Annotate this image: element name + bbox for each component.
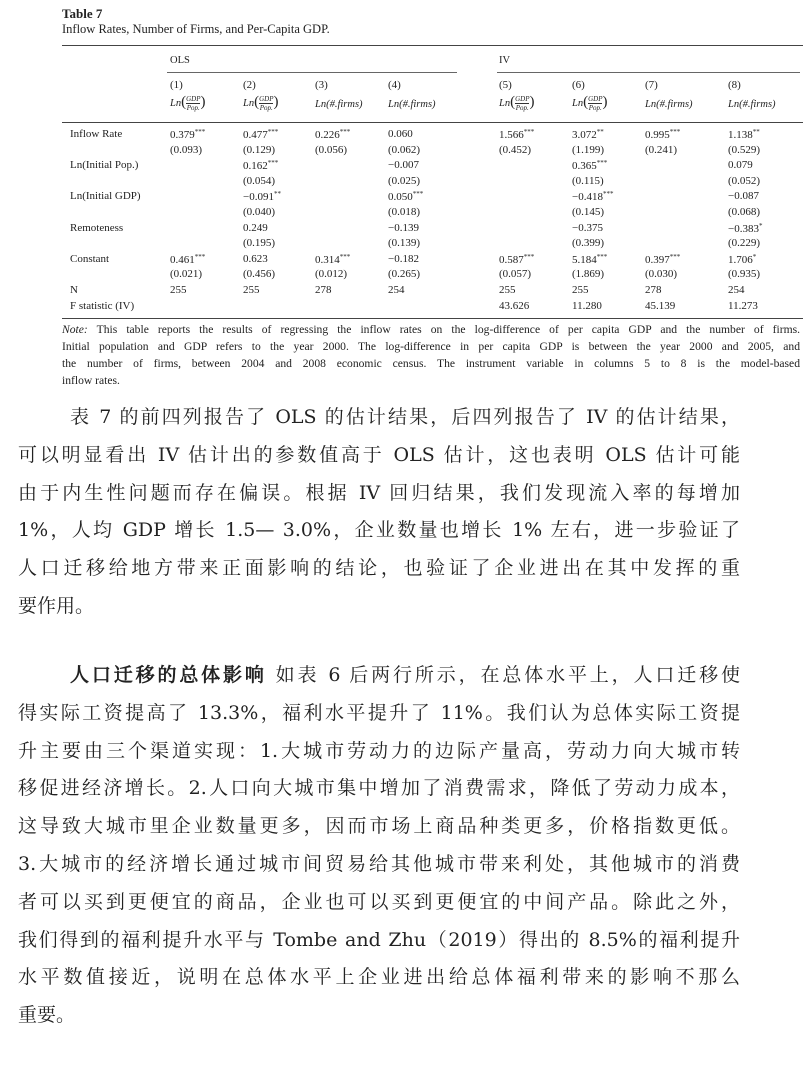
significance-stars: **: [752, 128, 760, 136]
dependent-variable: Ln( GDP Pop. ): [572, 94, 608, 113]
group-ols: OLS: [170, 55, 190, 66]
column-number: (6): [572, 79, 585, 91]
table-cell: (0.115): [572, 174, 604, 187]
text-line: 表 7 的前四列报告了 OLS 的估计结果，后四列报告了 IV 的估计结果，: [70, 406, 740, 428]
significance-stars: ***: [523, 252, 535, 261]
column-number: (8): [728, 79, 741, 91]
table-cell: 255: [572, 284, 589, 296]
significance-stars: *: [752, 252, 757, 261]
table-cell: (0.052): [728, 174, 761, 187]
note-line: the number of firms, between 2004 and 2008 economic census. The instrument variable in columns 5 to 8 is the model-based: [62, 357, 800, 370]
table-cell: 0.461***: [170, 252, 206, 266]
text-line: 人口迁移给地方带来正面影响的结论，也验证了企业进出在其中发挥的重: [18, 557, 740, 580]
table-cell: (0.456): [243, 268, 276, 281]
iv-subrule: [497, 72, 800, 73]
table-cell: 0.623: [243, 252, 268, 265]
text-line: 水平数值接近，说明在总体水平上企业进出给总体福利带来的影响不那么: [18, 966, 740, 989]
table-cell: (0.529): [728, 143, 761, 156]
note-line: Initial population and GDP refers to the year 2000. The log-difference in per capita GDP is between the year 2000 and 2005, and: [62, 340, 800, 353]
table-title: Inflow Rates, Number of Firms, and Per-Capita GDP.: [62, 22, 330, 36]
header-rule: [62, 122, 803, 123]
significance-stars: ***: [669, 128, 681, 136]
text-line: 人口迁移的总体影响 如表 6 后两行所示，在总体水平上，人口迁移使: [70, 664, 740, 686]
table-cell: 43.626: [499, 299, 530, 312]
row-label: Remoteness: [70, 221, 124, 234]
table-cell: (0.229): [728, 237, 761, 250]
text-line: 3.大城市的经济增长通过城市间贸易给其他城市带来利处，其他城市的消费: [18, 853, 740, 875]
table-cell: 254: [728, 284, 745, 296]
table-cell: 0.587***: [499, 252, 535, 266]
table-cell: 3.072**: [572, 128, 604, 141]
table-cell: (0.030): [645, 268, 678, 281]
table-cell: −0.091**: [243, 190, 281, 204]
dependent-variable: Ln(#.firms): [388, 99, 436, 110]
dependent-variable: Ln(#.firms): [315, 99, 363, 110]
table-cell: (0.241): [645, 143, 678, 156]
significance-stars: ***: [669, 252, 681, 261]
table-cell: 1.706*: [728, 252, 757, 266]
dependent-variable: Ln(#.firms): [645, 99, 693, 110]
table-cell: −0.182: [388, 252, 419, 265]
significance-stars: ***: [412, 190, 424, 199]
table-cell: (0.025): [388, 174, 421, 187]
table-cell: (0.452): [499, 143, 532, 156]
table-cell: −0.007: [388, 159, 419, 172]
table-cell: (0.129): [243, 143, 276, 156]
text-line: 由于内生性问题而存在偏误。根据 IV 回归结果，我们发现流入率的每增加: [18, 481, 740, 504]
note-line: inflow rates.: [62, 374, 120, 387]
table-cell: 0.379***: [170, 128, 206, 141]
table-cell: 0.995***: [645, 128, 681, 141]
table-cell: (0.935): [728, 268, 761, 281]
ols-subrule: [167, 72, 457, 73]
dependent-variable: Ln( GDP Pop. ): [243, 94, 279, 113]
table-cell: 11.273: [728, 299, 758, 312]
significance-stars: **: [273, 190, 281, 199]
row-label: F statistic (IV): [70, 299, 135, 312]
table-cell: (0.195): [243, 237, 276, 250]
table-cell: 1.138**: [728, 128, 760, 141]
text-line: 可以明显看出 IV 估计出的参数值高于 OLS 估计，这也表明 OLS 估计可能: [18, 443, 740, 466]
significance-stars: ***: [339, 252, 351, 261]
table-cell: (0.145): [572, 206, 605, 218]
table-cell: (0.399): [572, 237, 605, 250]
significance-stars: ***: [596, 252, 608, 261]
dependent-variable: Ln( GDP Pop. ): [170, 94, 206, 113]
table-cell: −0.375: [572, 221, 603, 234]
text-line: 者可以买到更便宜的商品，企业也可以买到更便宜的中间产品。除此之外，: [18, 890, 740, 913]
significance-stars: ***: [267, 159, 279, 168]
row-label: Ln(Initial Pop.): [70, 159, 139, 172]
note-line: [62, 321, 800, 338]
table-note: [62, 321, 800, 389]
row-label: N: [70, 284, 78, 296]
significance-stars: *: [758, 221, 763, 230]
text-line: 1%，人均 GDP 增长 1.5— 3.0%，企业数量也增长 1% 左右，进一步验证了: [18, 519, 740, 542]
table-cell: 278: [645, 284, 662, 296]
column-number: (1): [170, 79, 183, 91]
table-cell: (0.040): [243, 206, 276, 218]
column-number: (7): [645, 79, 658, 91]
table-cell: 1.566***: [499, 128, 535, 141]
table-cell: (0.265): [388, 268, 421, 281]
table-number: Table 7: [62, 6, 103, 21]
significance-stars: ***: [267, 128, 279, 136]
column-number: (3): [315, 79, 328, 91]
table-cell: (1.199): [572, 143, 605, 156]
table-cell: 254: [388, 284, 405, 296]
table-cell: −0.418***: [572, 190, 614, 204]
table-cell: 11.280: [572, 299, 602, 312]
text-line: 这导致大城市里企业数量更多，因而市场上商品种类更多，价格指数更低。: [18, 815, 740, 838]
table-cell: −0.087: [728, 190, 759, 203]
table-cell: (0.056): [315, 143, 348, 156]
table-cell: (0.057): [499, 268, 532, 281]
table-cell: 0.397***: [645, 252, 681, 266]
dependent-variable: Ln( GDP Pop. ): [499, 94, 535, 113]
group-iv: IV: [499, 55, 511, 66]
paragraph-heading: 人口迁移的总体影响: [70, 664, 267, 686]
table-cell: 0.477***: [243, 128, 279, 141]
table-cell: 255: [243, 284, 260, 296]
column-number: (5): [499, 79, 512, 91]
table-cell: 0.162***: [243, 159, 279, 173]
significance-stars: ***: [194, 128, 206, 136]
table-cell: 0.365***: [572, 159, 608, 173]
text-line: 重要。: [18, 1004, 76, 1027]
table-cell: (0.012): [315, 268, 348, 281]
table-cell: 0.314***: [315, 252, 351, 266]
significance-stars: ***: [339, 128, 351, 136]
table-cell: (0.021): [170, 268, 203, 281]
table-cell: 255: [499, 284, 516, 296]
table-cell: (1.869): [572, 268, 605, 281]
table-cell: (0.018): [388, 206, 421, 218]
row-label: Inflow Rate: [70, 128, 123, 140]
table-cell: 0.226***: [315, 128, 351, 141]
table-cell: 45.139: [645, 299, 676, 312]
text-line: 升主要由三个渠道实现：1.大城市劳动力的边际产量高，劳动力向大城市转: [18, 739, 740, 762]
table-cell: (0.062): [388, 143, 421, 156]
table-top-rule: [62, 45, 803, 46]
table-cell: −0.383*: [728, 221, 763, 235]
text-line: 移促进经济增长。2.人口向大城市集中增加了消费需求，降低了劳动力成本，: [18, 777, 740, 800]
table-cell: 0.050***: [388, 190, 424, 204]
significance-stars: ***: [523, 128, 535, 136]
significance-stars: ***: [194, 252, 206, 261]
column-number: (2): [243, 79, 256, 91]
significance-stars: ***: [602, 190, 614, 199]
text-line: 得实际工资提高了 13.3%，福利水平提升了 11%。我们认为总体实际工资提: [18, 701, 740, 724]
dependent-variable: Ln(#.firms): [728, 99, 776, 110]
table-cell: 278: [315, 284, 332, 296]
table-cell: −0.139: [388, 221, 419, 234]
table-cell: (0.093): [170, 143, 203, 156]
significance-stars: ***: [596, 159, 608, 168]
table-cell: 0.079: [728, 159, 753, 172]
significance-stars: **: [596, 128, 604, 136]
table-cell: 255: [170, 284, 187, 296]
table-cell: 5.184***: [572, 252, 608, 266]
table-cell: (0.068): [728, 206, 761, 218]
table-cell: (0.054): [243, 174, 276, 187]
table-cell: 0.060: [388, 128, 413, 140]
table-bottom-rule: [62, 318, 803, 319]
note-label: Note:: [62, 323, 88, 336]
row-label: Constant: [70, 252, 110, 265]
table-cell: 0.249: [243, 221, 268, 234]
text-line: 要作用。: [18, 595, 95, 617]
table-cell: (0.139): [388, 237, 421, 250]
note-text: This table reports the results of regressing the inflow rates on the log-difference of per capita GDP and the number of firms.: [87, 323, 800, 336]
row-label: Ln(Initial GDP): [70, 190, 141, 203]
column-number: (4): [388, 79, 401, 91]
text-line: 我们得到的福利提升水平与 Tombe and Zhu（2019）得出的 8.5%的福利提升: [18, 928, 740, 951]
